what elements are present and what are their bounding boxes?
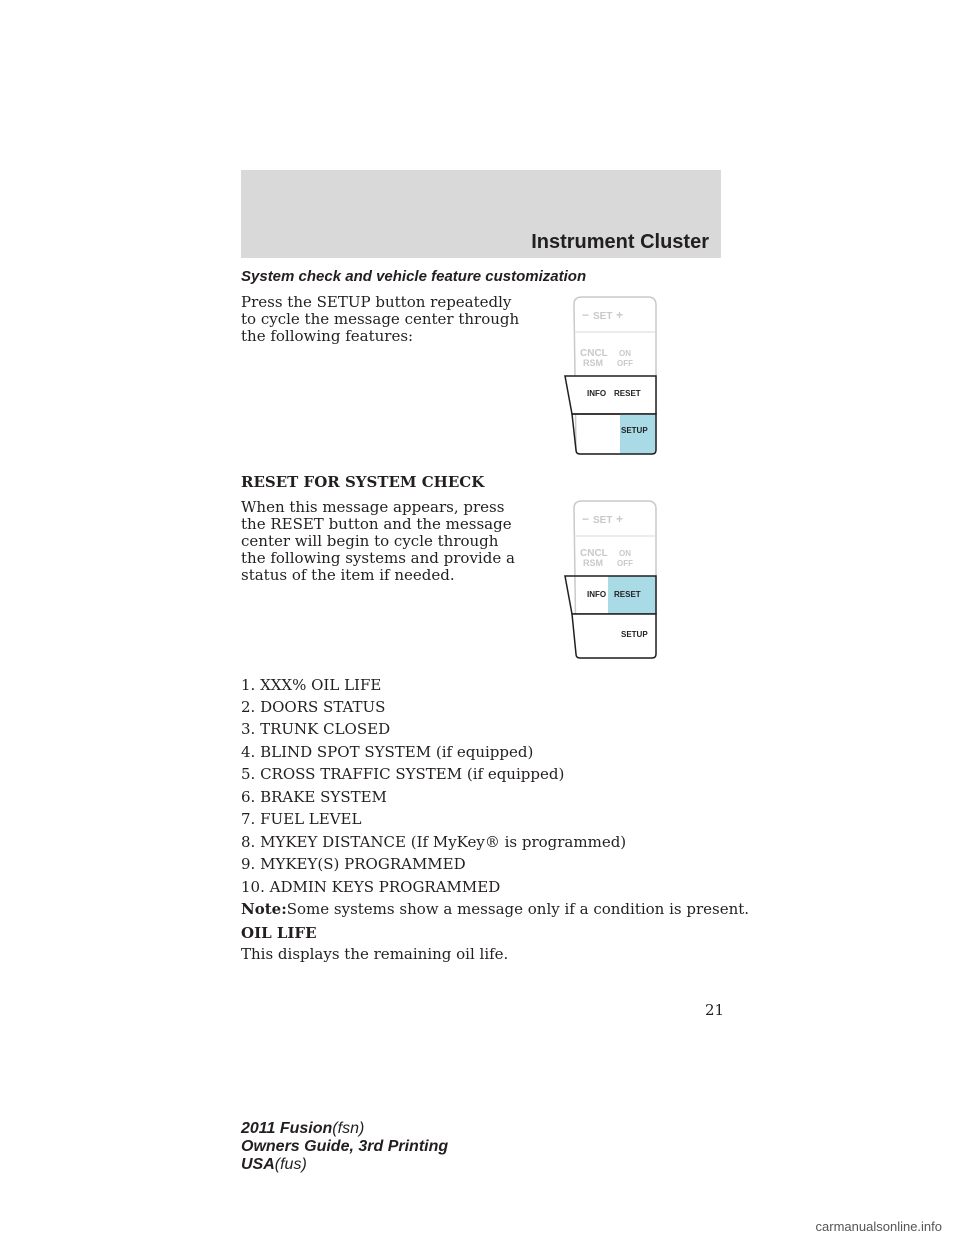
rsm-label: RSM: [583, 358, 603, 368]
set-minus-label: −: [582, 308, 590, 322]
set-label: SET: [593, 515, 613, 526]
reset-label: RESET: [614, 389, 641, 398]
reset-line: When this message appears, press: [241, 498, 505, 516]
reset-line: status of the item if needed.: [241, 566, 455, 584]
info-label: INFO: [587, 590, 607, 599]
page-number: 21: [705, 1001, 725, 1019]
on-label: ON: [619, 549, 631, 558]
oil-life-text: This displays the remaining oil life.: [241, 945, 509, 963]
list-item: 7. FUEL LEVEL: [241, 810, 362, 828]
set-plus-label: +: [616, 512, 624, 526]
set-minus-label: −: [582, 512, 590, 526]
reset-paragraph: [241, 499, 515, 584]
rsm-label: RSM: [583, 558, 603, 568]
on-label: ON: [619, 349, 631, 358]
footer-edition: Owners Guide, 3rd Printing: [241, 1138, 449, 1155]
footer-model: 2011 Fusion: [241, 1120, 333, 1137]
oil-life-heading: OIL LIFE: [241, 924, 317, 942]
steering-switch-setup-illustration: [560, 296, 660, 456]
intro-line: the following features:: [241, 327, 414, 345]
setup-label: SETUP: [621, 630, 648, 639]
reset-line: the following systems and provide a: [241, 549, 515, 567]
footer-market-code: (fus): [274, 1156, 307, 1173]
off-label: OFF: [617, 559, 633, 568]
reset-line: the RESET button and the message: [241, 515, 512, 533]
chapter-title: Instrument Cluster: [531, 231, 709, 253]
intro-paragraph: [241, 294, 519, 345]
list-item: 6. BRAKE SYSTEM: [241, 788, 387, 806]
list-item: 10. ADMIN KEYS PROGRAMMED: [241, 878, 501, 896]
list-item: 2. DOORS STATUS: [241, 698, 386, 716]
reset-line: center will begin to cycle through: [241, 532, 499, 550]
list-item: 4. BLIND SPOT SYSTEM (if equipped): [241, 743, 534, 761]
cncl-label: CNCL: [580, 348, 608, 359]
section-title: System check and vehicle feature customization: [241, 268, 587, 285]
reset-heading: RESET FOR SYSTEM CHECK: [241, 473, 485, 491]
list-item: 3. TRUNK CLOSED: [241, 720, 391, 738]
list-item: 8. MYKEY DISTANCE (If MyKey® is programmed): [241, 833, 627, 851]
list-item: 9. MYKEY(S) PROGRAMMED: [241, 855, 466, 873]
note-label: Note:: [241, 900, 287, 918]
list-item: 5. CROSS TRAFFIC SYSTEM (if equipped): [241, 765, 565, 783]
steering-switch-reset-illustration: [560, 500, 660, 660]
note-text: Some systems show a message only if a condition is present.: [286, 900, 750, 918]
info-label: INFO: [587, 389, 607, 398]
intro-line: Press the SETUP button repeatedly: [241, 293, 512, 311]
setup-label: SETUP: [621, 426, 648, 435]
off-label: OFF: [617, 359, 633, 368]
header-band: [241, 170, 721, 258]
intro-line: to cycle the message center through: [241, 310, 520, 328]
watermark: carmanualsonline.info: [815, 1219, 942, 1234]
set-plus-label: +: [616, 308, 624, 322]
footer-market: USA: [241, 1156, 275, 1173]
footer-imprint: [241, 1120, 448, 1174]
reset-label: RESET: [614, 590, 641, 599]
set-label: SET: [593, 311, 613, 322]
cncl-label: CNCL: [580, 548, 608, 559]
note: [241, 901, 749, 918]
list-item: 1. XXX% OIL LIFE: [241, 676, 382, 694]
footer-model-code: (fsn): [332, 1120, 365, 1137]
